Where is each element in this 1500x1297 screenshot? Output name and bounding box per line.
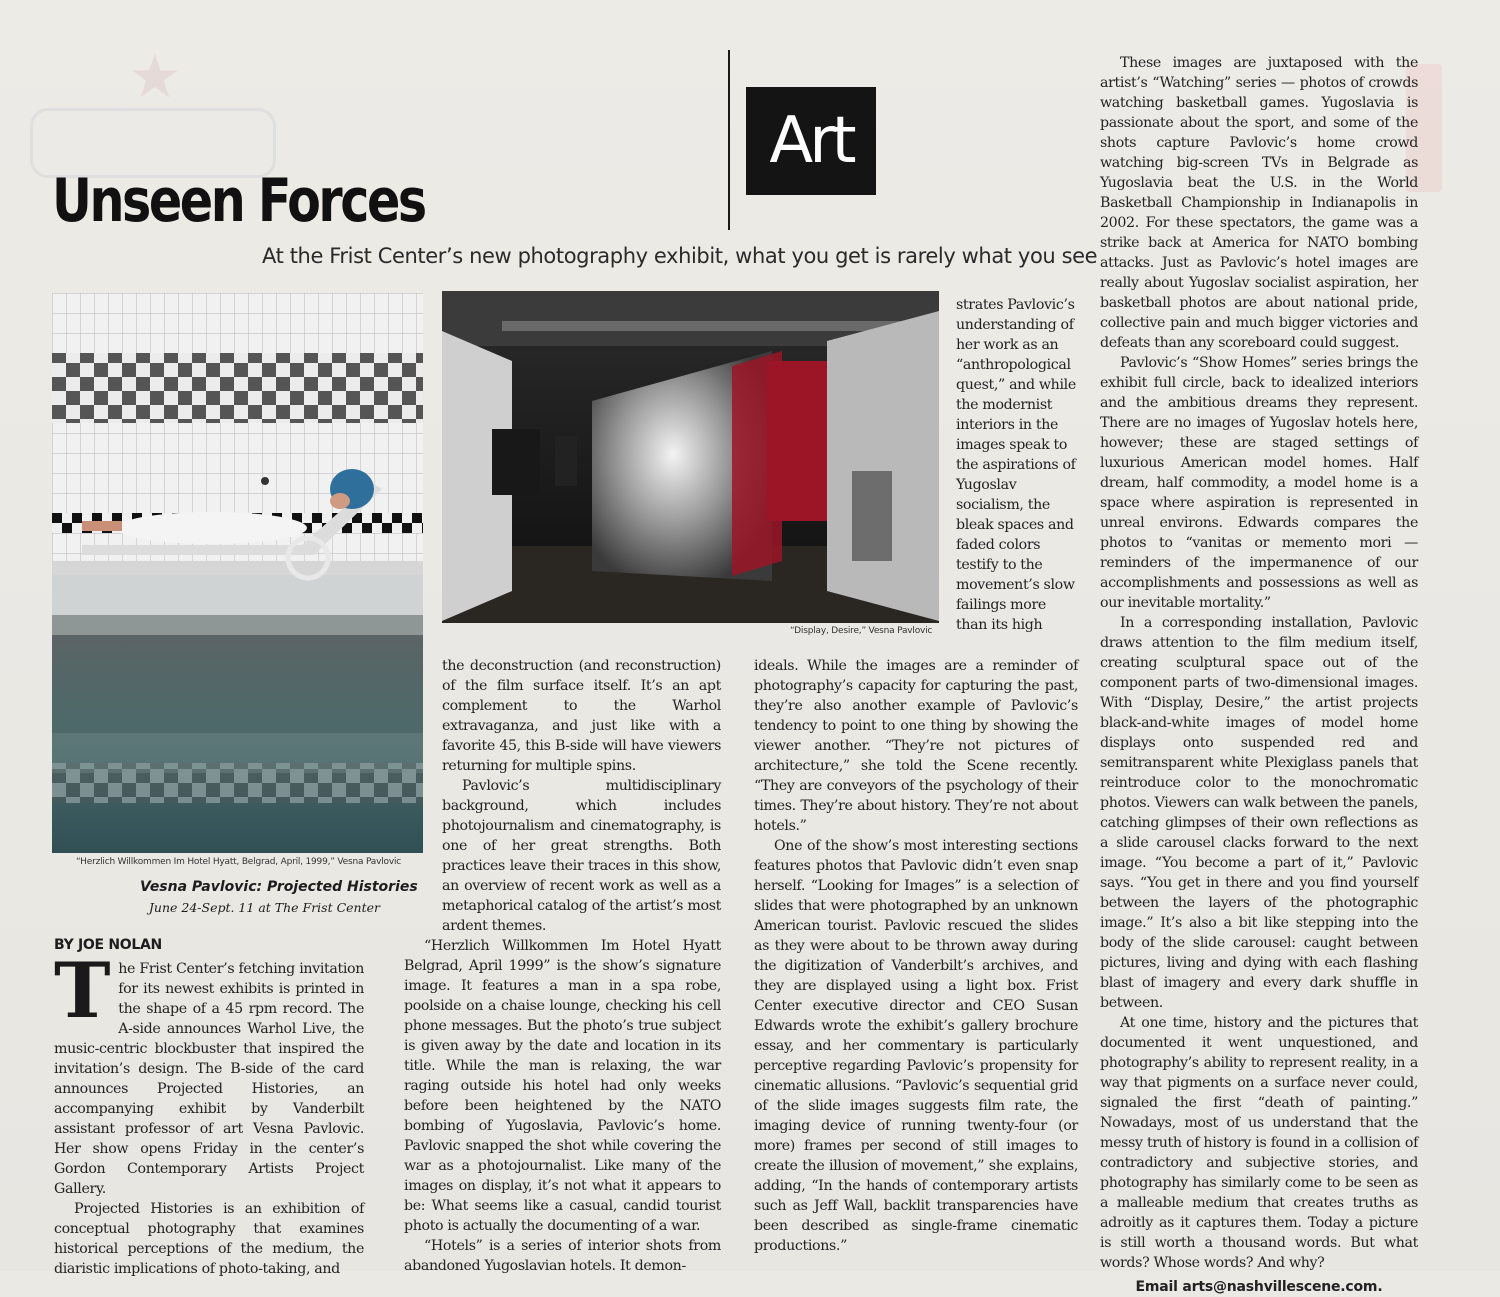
paragraph-text: he Frist Center’s fetching invitation for its newest exhibits is printed in the shape of a 45 rpm record. The A-side announces Warhol Live, the music-centric blockbuster that inspired the invitation’s design. The B-side of the card announces Projected Histories, an accompanying exhibit by Vanderbilt assistant professor of art Vesna Pavlovic. Her show opens Friday in the center’s Gordon Contemporary Artists Project Gallery.	[54, 961, 364, 1197]
pool-photo-art	[52, 293, 423, 853]
byline: BY JOE NOLAN	[54, 937, 162, 953]
exhibit-title: Vesna Pavlovic: Projected Histories	[140, 879, 418, 895]
paragraph: These images are juxtaposed with the artist’s “Watching” series — photos of crowds watching basketball games. Yugoslavia is passionate about the sport, and some of the shots capture Pavlovic’s home crowd watching big-screen TVs in Belgrade as Yugoslavia beat the U.S. in the World Basketball Championship in Indianapolis in 2002. For these spectators, the game was a strike back at America for NATO bombing attacks. Just as Pavlovic’s hotel images are really about Yugoslav socialist aspiration, her basketball photos are about national pride, collective pain and much bigger victories and defeats than any scoreboard could suggest.	[1100, 55, 1418, 351]
drop-cap: T	[54, 946, 111, 1035]
pool-photo-caption: “Herzlich Willkommen Im Hotel Hyatt, Belgrad, April, 1999,” Vesna Pavlovic	[76, 857, 402, 867]
paragraph: “Herzlich Willkommen Im Hotel Hyatt Belgrad, April 1999” is the show’s signature image. It features a man in a spa robe, poolside on a chaise lounge, checking his cell phone messages. But the photo’s true subject is given away by the date and location in its title. While the man is relaxing, the war raging outside his hotel had only weeks before been heightened by the NATO bombing of Yugoslavia, Pavlovic’s home. Pavlovic snapped the shot while covering the war as a photojournalist. Like many of the images on display, it’s not what it appears to be: What seems like a casual, candid tourist photo is actually the documenting of a war.	[404, 938, 721, 1234]
article-column-1	[54, 946, 364, 1279]
paragraph: One of the show’s most interesting sections features photos that Pavlovic didn’t even snap herself. “Looking for Images” is a selection of slides that were photographed by an unknown American tourist. Pavlovic rescued the slides as they were about to be thrown away during the digitization of Vanderbilt’s archives, and they are displayed using a light box. Frist Center executive director and CEO Susan Edwards wrote the exhibit’s gallery brochure essay, and her commentary is particularly perceptive regarding Pavlovic’s propensity for cinematic allusions. “Pavlovic’s sequential grid of the slide images suggests film rate, the imaging device of running twenty-four (or more) frames per second of still images to create the illusion of movement,” she explains, adding, “In the hands of contemporary artists such as Jeff Wall, backlit transparencies have been described as single-frame cinematic productions.”	[754, 838, 1078, 1254]
contact-email: Email arts@nashvillescene.com.	[1135, 1279, 1383, 1295]
section-label: Art	[746, 87, 876, 195]
article-column-3-top	[956, 295, 1078, 635]
article-column-2	[404, 656, 721, 1276]
paragraph: strates Pavlovic’s understanding of her work as an “anthropological quest,” and while the modernist interiors in the images speak to the aspirations of Yugoslav socialism, the bleak spaces and faded colors testify to the movement’s slow failings more than its high	[956, 297, 1076, 633]
deck: At the Frist Center’s new photography exhibit, what you get is rarely what you see	[262, 244, 1098, 268]
headline: Unseen Forces	[52, 166, 425, 236]
article-column-3	[754, 656, 1078, 1256]
pool-photo	[52, 293, 423, 853]
gallery-photo-art	[442, 291, 939, 623]
paragraph: the deconstruction (and reconstruction) of the film surface itself. It’s an apt complement to the Warhol extravaganza, and just like with a favorite 45, this B-side will have viewers returning for multiple spins.	[442, 658, 721, 774]
paragraph: Pavlovic’s “Show Homes” series brings the exhibit full circle, back to idealized interiors and the ambitious dreams they represent. There are no images of Yugoslav hotels here, however; these are staged settings of luxurious American model homes. Half dream, half commodity, a model home is a space where aspiration is represented in unreal environs. Edwards compares the photos to “vanitas or memento mori — reminders of the impermanence of our accomplishments and possessions as well as our inevitable mortality.”	[1100, 355, 1418, 611]
gallery-photo-caption: “Display, Desire,” Vesna Pavlovic	[790, 626, 933, 636]
paragraph: At one time, history and the pictures that documented it went unquestioned, and photography’s ability to represent reality, in a way that pigments on a surface never could, signaled the first “death of painting.” Nowadays, most of us understand that the messy truth of history is found in a collision of contradictory and subjective stories, and photography has similarly come to be seen as a malleable medium that creates truths as adroitly as it captures them. Today a picture is still worth a thousand words. But what words? Whose words? And why?	[1100, 1015, 1418, 1271]
paragraph: In a corresponding installation, Pavlovic draws attention to the film medium itself, creating sculptural space out of the component parts of two-dimensional images. With “Display, Desire,” the artist projects black-and-white images of model home displays onto suspended red and semitransparent white Plexiglass panels that reintroduce color to the monochromatic photos. Viewers can walk between the panels, catching glimpses of their own reflections as a slide carousel clacks forward to the next image. “You become a part of it,” Pavlovic says. “You get in there and you find yourself between the layers of the photographic image.” It’s also a bit like stepping into the body of the slide carousel: caught between pictures, living and dying with each flashing blast of imagery and every dark shuffle in between.	[1100, 615, 1418, 1011]
article-column-4	[1100, 53, 1418, 1297]
gallery-photo	[442, 291, 939, 623]
paragraph	[54, 946, 364, 1199]
paragraph: Projected Histories is an exhibition of conceptual photography that examines historical perceptions of the medium, the diaristic implications of photo-taking, and	[54, 1201, 364, 1277]
exhibit-dates: June 24-Sept. 11 at The Frist Center	[148, 900, 380, 915]
paragraph: Pavlovic’s multidisciplinary background, which includes photojournalism and cinematography, is one of her great strengths. Both practices leave their traces in this show, an overview of recent work as well as a metaphorical catalog of the artist’s most ardent themes.	[442, 778, 721, 934]
section-divider	[728, 50, 730, 230]
paragraph: “Hotels” is a series of interior shots from abandoned Yugoslavian hotels. It demon-	[404, 1238, 721, 1274]
faded-star-icon: ★	[128, 42, 182, 112]
paragraph: ideals. While the images are a reminder of photography’s capacity for capturing the past, they’re also another example of Pavlovic’s tendency to point to one thing by showing the viewer another. “They’re not pictures of architecture,” she told the Scene recently. “They are conveyors of the psychology of their times. They’re about history. They’re not about hotels.”	[754, 658, 1078, 834]
